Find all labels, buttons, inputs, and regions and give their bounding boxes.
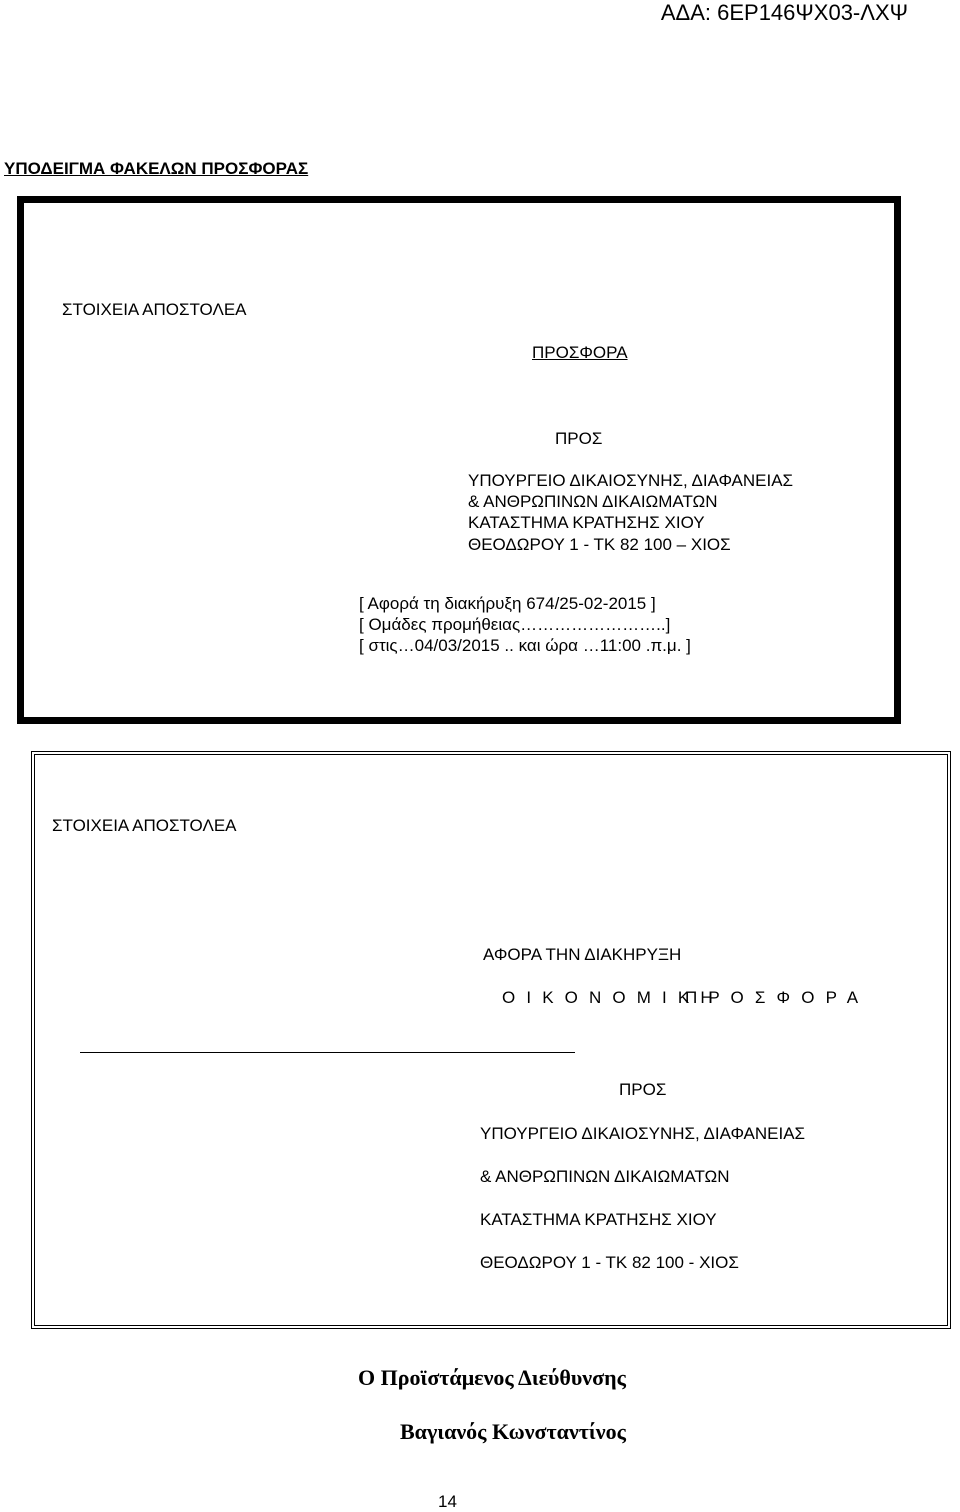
ada-code: ΑΔΑ: 6ΕΡ146ΨΧ03-ΛΧΨ [660, 0, 908, 25]
signature-role: Ο Προϊστάμενος Διεύθυνσης [358, 1365, 626, 1390]
envelope2-financial-offer-b: Π Ρ Ο Σ Φ Ο Ρ Α [685, 988, 862, 1007]
envelope1-ref-line: [ στις…04/03/2015 .. και ώρα …11:00 .π.μ. ] [359, 636, 691, 655]
envelope2-recipient-line: ΘΕΟΔΩΡΟΥ 1 - ΤΚ 82 100 - ΧΙΟΣ [480, 1253, 739, 1272]
envelope1-to-label: ΠΡΟΣ [555, 429, 603, 448]
divider-line [80, 1052, 575, 1053]
envelope1-recipient-line: & ΑΝΘΡΩΠΙΝΩΝ ΔΙΚΑΙΩΜΑΤΩΝ [468, 492, 718, 511]
envelope1-ref-line: [ Αφορά τη διακήρυξη 674/25-02-2015 ] [359, 594, 656, 613]
envelope1-recipient-line: ΘΕΟΔΩΡΟΥ 1 - ΤΚ 82 100 – ΧΙΟΣ [468, 535, 731, 554]
envelope2-recipient-line: ΚΑΤΑΣΤΗΜΑ ΚΡΑΤΗΣΗΣ ΧΙΟΥ [480, 1210, 717, 1229]
envelope1-recipient-line: ΚΑΤΑΣΤΗΜΑ ΚΡΑΤΗΣΗΣ ΧΙΟΥ [468, 513, 705, 532]
envelope-financial-offer [31, 751, 951, 1329]
envelope2-to-label: ΠΡΟΣ [619, 1080, 667, 1099]
page-title: ΥΠΟΔΕΙΓΜΑ ΦΑΚΕΛΩΝ ΠΡΟΣΦΟΡΑΣ [4, 159, 309, 178]
envelope1-offer-label: ΠΡΟΣΦΟΡΑ [532, 343, 628, 362]
envelope1-sender-label: ΣΤΟΙΧΕΙΑ ΑΠΟΣΤΟΛΕΑ [62, 300, 247, 319]
signature-name: Βαγιανός Κωνσταντίνος [400, 1419, 626, 1444]
envelope2-financial-offer-a: Ο Ι Κ Ο Ν Ο Μ Ι Κ Η [502, 988, 716, 1007]
page-number: 14 [438, 1492, 457, 1511]
envelope2-regarding-label: ΑΦΟΡΑ ΤΗΝ ΔΙΑΚΗΡΥΞΗ [483, 945, 682, 964]
envelope1-ref-line: [ Ομάδες προμήθειας……………………..] [359, 615, 671, 634]
envelope2-sender-label: ΣΤΟΙΧΕΙΑ ΑΠΟΣΤΟΛΕΑ [52, 816, 237, 835]
envelope2-recipient-line: ΥΠΟΥΡΓΕΙΟ ΔΙΚΑΙΟΣΥΝΗΣ, ΔΙΑΦΑΝΕΙΑΣ [480, 1124, 806, 1143]
envelope2-recipient-line: & ΑΝΘΡΩΠΙΝΩΝ ΔΙΚΑΙΩΜΑΤΩΝ [480, 1167, 730, 1186]
envelope1-recipient-line: ΥΠΟΥΡΓΕΙΟ ΔΙΚΑΙΟΣΥΝΗΣ, ΔΙΑΦΑΝΕΙΑΣ [468, 471, 794, 490]
